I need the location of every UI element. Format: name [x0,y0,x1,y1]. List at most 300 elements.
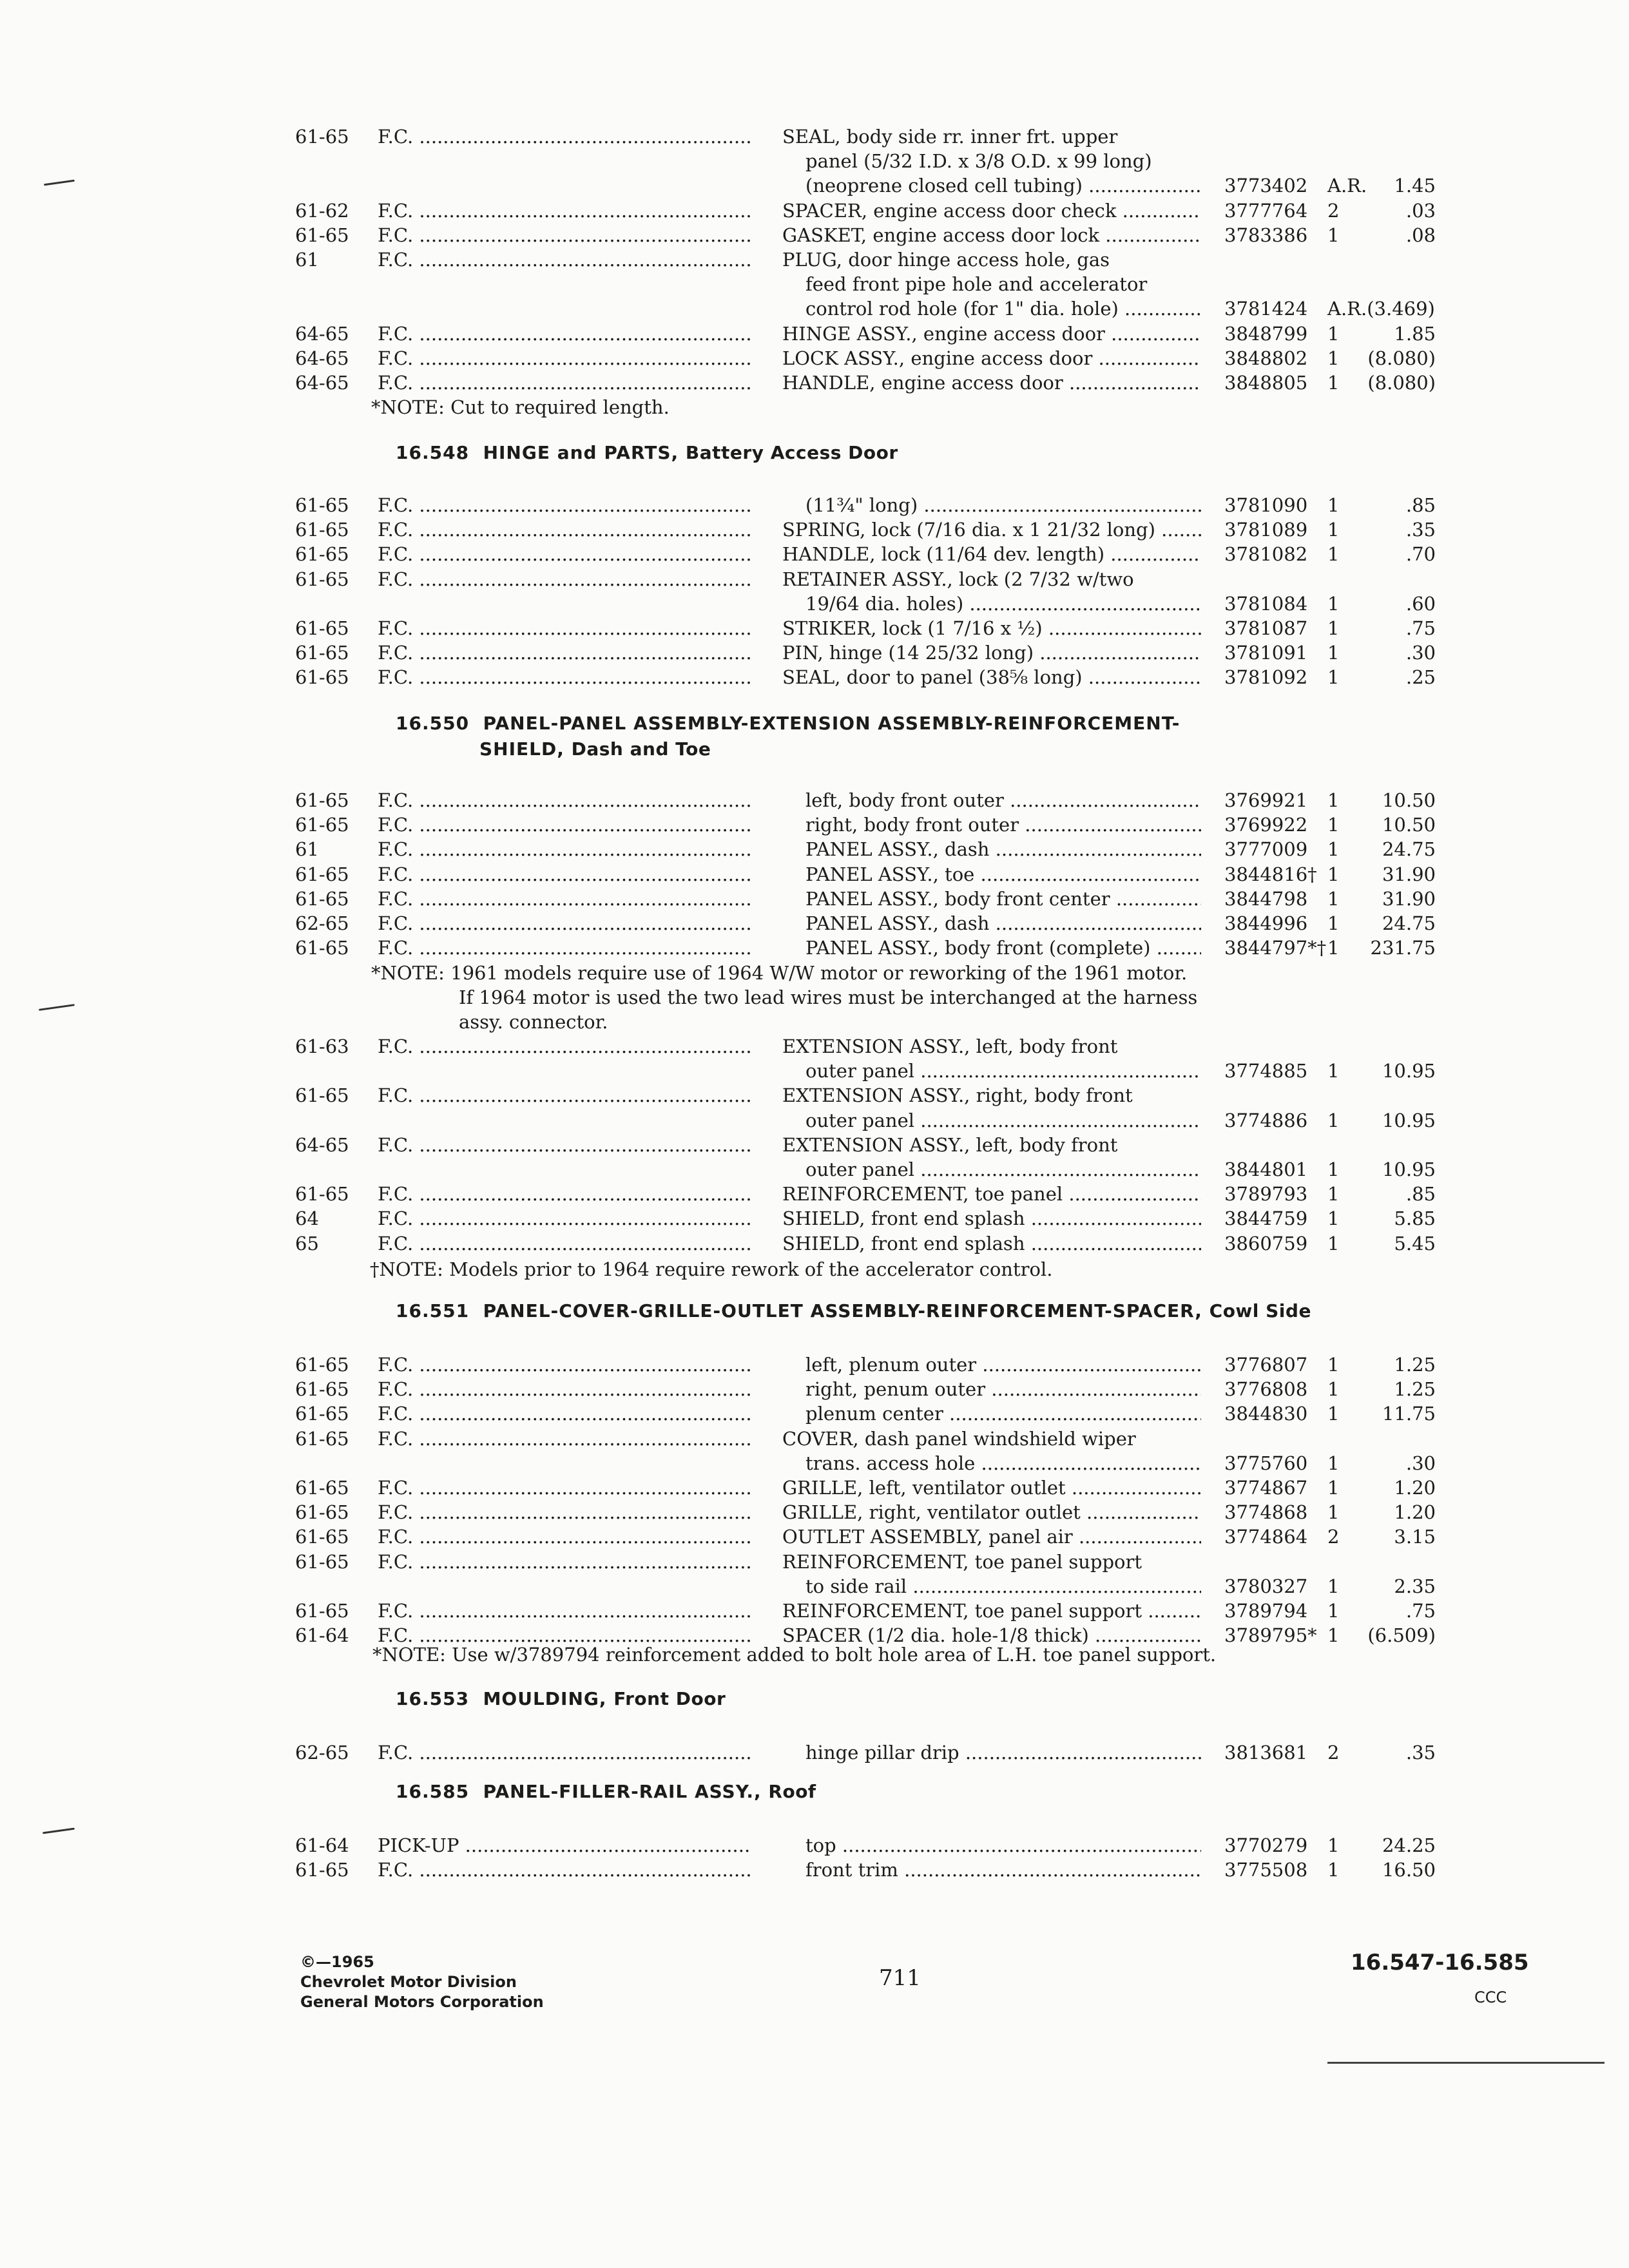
table-row [0,1499,1629,1525]
part-number: 3781424 [1224,298,1308,320]
price: 10.95 [1382,1060,1436,1082]
bottom-rule [1327,2062,1605,2064]
year-range: 64-65 [295,322,349,345]
part-number: 3844816† [1224,863,1317,885]
quantity: 1 [1327,592,1340,615]
table-row [0,247,1629,273]
model: F.C. ..... [378,1231,751,1256]
year-range: 61-65 [295,494,349,516]
price: 2.35 [1394,1575,1436,1597]
part-number: 3774885 [1224,1060,1308,1082]
table-row [0,664,1629,690]
year-range: 61-65 [295,789,349,811]
year-range: 61-62 [295,199,349,222]
part-description: (11¾" long) ..... [805,492,1201,518]
section-header-16-553: 16.553 MOULDING, Front Door [396,1688,726,1709]
year-range: 61-65 [295,1859,349,1881]
table-row [0,1573,1629,1599]
quantity: 1 [1327,814,1340,836]
part-description: SHIELD, front end splash ..... [782,1231,1201,1256]
year-range: 61-65 [295,887,349,910]
table-row [0,812,1629,838]
table-row [0,566,1629,592]
quantity: 1 [1327,322,1340,345]
note: *NOTE: Use w/3789794 reinforcement added to bolt hole area of L.H. toe panel support. [372,1644,1217,1666]
year-range: 61-65 [295,1477,349,1499]
price: .08 [1405,224,1436,246]
section-header-16-548: 16.548 HINGE and PARTS, Battery Access Door [396,442,898,463]
part-number: 3770279 [1224,1834,1308,1856]
price: 16.50 [1382,1859,1436,1881]
part-number: 3777764 [1224,199,1308,222]
table-row [0,517,1629,543]
part-description: SEAL, body side rr. inner frt. upper [782,126,1118,148]
part-number: 3776807 [1224,1354,1308,1376]
price: (8.080) [1367,372,1436,394]
model: F.C. ..... [378,615,751,641]
year-range: 61-65 [295,1084,349,1107]
model: F.C. ..... [378,664,751,690]
model: F.C. ..... [378,1598,751,1624]
table-row [0,124,1629,149]
price: .30 [1405,1452,1436,1474]
price: (8.080) [1367,347,1436,369]
part-description: COVER, dash panel windshield wiper [782,1427,1136,1450]
quantity: 1 [1327,1109,1340,1131]
part-number: 3781089 [1224,519,1308,541]
model: F.C. ..... [378,1524,751,1550]
price: 1.85 [1394,322,1436,345]
table-row [0,1058,1629,1084]
table-row [0,1376,1629,1402]
table-row [0,1108,1629,1133]
price: .75 [1405,1600,1436,1622]
quantity: 1 [1327,1501,1340,1524]
price: 1.20 [1394,1477,1436,1499]
part-description: EXTENSION ASSY., left, body front [782,1035,1118,1057]
division: Chevrolet Motor Division [300,1973,517,1991]
part-description: SEAL, door to panel (38⅝ long) ..... [782,664,1201,690]
quantity: 1 [1327,912,1340,934]
quantity: A.R. [1327,175,1367,197]
part-number: 3774864 [1224,1526,1308,1548]
price: .85 [1405,1183,1436,1206]
part-number: 3769921 [1224,789,1308,811]
part-number: 3781082 [1224,543,1308,566]
part-description: outer panel ..... [805,1058,1201,1084]
year-range: 61-65 [295,642,349,664]
part-description: SPACER (1/2 dia. hole-1/8 thick) ..... [782,1622,1201,1648]
part-description: SPACER, engine access door check ..... [782,198,1201,224]
table-row [0,541,1629,567]
part-description: PIN, hinge (14 25/32 long) ..... [782,640,1201,666]
price: .75 [1405,617,1436,639]
table-row [0,1132,1629,1158]
part-description: HANDLE, lock (11/64 dev. length) ..... [782,541,1201,567]
table-row [0,1598,1629,1624]
part-description: LOCK ASSY., engine access door ..... [782,345,1201,371]
table-row [0,198,1629,224]
part-number: 3789794 [1224,1600,1308,1622]
part-number: 3781087 [1224,617,1308,639]
table-row [0,1082,1629,1108]
price: 5.45 [1394,1232,1436,1254]
price: 231.75 [1370,937,1436,959]
table-row [0,148,1629,174]
table-row [0,1206,1629,1231]
model: F.C. ..... [378,492,751,518]
part-description: outer panel ..... [805,1108,1201,1133]
part-number: 3780327 [1224,1575,1308,1597]
price: 1.45 [1394,175,1436,197]
note: assy. connector. [459,1011,608,1033]
model: F.C. ..... [378,812,751,838]
quantity: A.R.(3.469) [1327,298,1435,320]
part-description: STRIKER, lock (1 7/16 x ½) ..... [782,615,1201,641]
year-range: 61-65 [295,1526,349,1548]
model: F.C. ..... [378,247,751,273]
part-number: 3781092 [1224,666,1308,689]
model: F.C. ..... [378,1549,751,1575]
table-row [0,1401,1629,1427]
price: .25 [1405,666,1436,689]
table-row [0,1832,1629,1858]
note: *NOTE: 1961 models require use of 1964 W/W motor or reworking of the 1961 motor. [371,962,1188,984]
year-range: 61-65 [295,224,349,246]
quantity: 1 [1327,1183,1340,1206]
quantity: 1 [1327,838,1340,861]
year-range: 61 [295,838,319,861]
page-number: 711 [879,1965,921,1991]
year-range: 61-65 [295,1501,349,1524]
year-range: 61-65 [295,814,349,836]
model: F.C. ..... [378,1352,751,1378]
year-range: 61-65 [295,543,349,566]
year-range: 62-65 [295,912,349,934]
part-description: GRILLE, left, ventilator outlet ..... [782,1475,1201,1501]
year-range: 64-65 [295,1133,349,1156]
table-row [0,1426,1629,1452]
year-range: 61-64 [295,1834,349,1856]
part-description: (neoprene closed cell tubing) ..... [805,173,1201,198]
part-description: REINFORCEMENT, toe panel ..... [782,1181,1201,1207]
part-number: 3848799 [1224,322,1308,345]
model: F.C. ..... [378,1181,751,1207]
binder-mark [39,1004,75,1011]
table-row [0,1524,1629,1550]
quantity: 2 [1327,199,1340,222]
quantity: 1 [1327,617,1340,639]
part-description: feed front pipe hole and accelerator [805,273,1148,296]
quantity: 1 [1327,1452,1340,1474]
quantity: 1 [1327,1232,1340,1254]
quantity: 1 [1327,1834,1340,1856]
price: 10.50 [1382,814,1436,836]
part-number: 3848805 [1224,372,1308,394]
price: 1.20 [1394,1501,1436,1524]
catalog-code: CCC [1474,1988,1507,2006]
part-description: right, penum outer ..... [805,1376,1201,1402]
part-number: 3789793 [1224,1183,1308,1206]
year-range: 61-65 [295,519,349,541]
table-row [0,591,1629,617]
year-range: 61-65 [295,1378,349,1401]
part-number: 3775760 [1224,1452,1308,1474]
year-range: 61-65 [295,1550,349,1573]
part-number: 3848802 [1224,347,1308,369]
part-description: left, body front outer ..... [805,787,1201,813]
model: F.C. ..... [378,541,751,567]
part-description: control rod hole (for 1" dia. hole) ..... [805,296,1201,322]
price: .85 [1405,494,1436,516]
table-row [0,1857,1629,1883]
part-description: plenum center ..... [805,1401,1201,1427]
model: F.C. ..... [378,1622,751,1648]
part-description: SHIELD, front end splash ..... [782,1206,1201,1231]
part-description: right, body front outer ..... [805,812,1201,838]
table-row [0,321,1629,347]
part-number: 3774867 [1224,1477,1308,1499]
part-number: 3789795* [1224,1624,1317,1647]
quantity: 1 [1327,666,1340,689]
part-number: 3813681 [1224,1742,1308,1763]
part-description: PANEL ASSY., dash ..... [805,836,1201,862]
table-row [0,1231,1629,1256]
table-row [0,886,1629,912]
price: (6.509) [1367,1624,1436,1647]
quantity: 1 [1327,887,1340,910]
model: F.C. ..... [378,1426,751,1452]
table-row [0,1549,1629,1575]
model: F.C. ..... [378,836,751,862]
note: If 1964 motor is used the two lead wires must be interchanged at the harness [459,986,1198,1008]
price: .30 [1405,642,1436,664]
model: F.C. ..... [378,1033,751,1059]
part-description: GRILLE, right, ventilator outlet ..... [782,1499,1201,1525]
table-row [0,1740,1629,1765]
quantity: 2 [1327,1742,1340,1763]
model: F.C. ..... [378,1475,751,1501]
part-description: REINFORCEMENT, toe panel support ..... [782,1598,1201,1624]
table-row [0,861,1629,887]
part-number: 3781084 [1224,592,1308,615]
year-range: 61-63 [295,1035,349,1057]
table-row [0,1033,1629,1059]
section-range: 16.547-16.585 [1351,1950,1529,1975]
part-description: EXTENSION ASSY., left, body front [782,1133,1118,1156]
model: F.C. ..... [378,198,751,224]
model: F.C. ..... [378,1376,751,1402]
model: F.C. ..... [378,566,751,592]
year-range: 61-65 [295,126,349,148]
quantity: 1 [1327,1624,1340,1647]
model: F.C. ..... [378,222,751,248]
price: .35 [1405,1742,1436,1763]
year-range: 61-65 [295,937,349,959]
year-range: 64-65 [295,372,349,394]
copyright: ©—1965 [300,1953,374,1971]
part-number: 3844801 [1224,1158,1308,1180]
table-row [0,910,1629,936]
part-number: 3781090 [1224,494,1308,516]
quantity: 1 [1327,347,1340,369]
table-row [0,1181,1629,1207]
part-number: 3769922 [1224,814,1308,836]
corporation: General Motors Corporation [300,1993,544,2011]
model: F.C. ..... [378,1206,751,1231]
year-range: 61-65 [295,1354,349,1376]
model: F.C. ..... [378,1499,751,1525]
part-number: 3773402 [1224,175,1308,197]
price: 24.75 [1382,838,1436,861]
quantity: 1 [1327,937,1340,959]
quantity: 1 [1327,1060,1340,1082]
price: 10.95 [1382,1109,1436,1131]
price: .35 [1405,519,1436,541]
year-range: 64 [295,1207,319,1230]
part-description: to side rail ..... [805,1573,1201,1599]
price: .70 [1405,543,1436,566]
year-range: 61 [295,249,319,271]
part-description: RETAINER ASSY., lock (2 7/32 w/two [782,568,1134,590]
part-number: 3844759 [1224,1207,1308,1230]
model: F.C. ..... [378,886,751,912]
table-row [0,935,1629,961]
quantity: 1 [1327,863,1340,885]
part-number: 3844797*† [1224,937,1327,959]
quantity: 1 [1327,789,1340,811]
quantity: 1 [1327,642,1340,664]
table-row [0,271,1629,297]
table-row [0,345,1629,371]
year-range: 65 [295,1232,319,1254]
model: F.C. ..... [378,321,751,347]
note: †NOTE: Models prior to 1964 require rework of the accelerator control. [370,1258,1053,1280]
part-description: SPRING, lock (7/16 dia. x 1 21/32 long) ..... [782,517,1201,543]
quantity: 1 [1327,1378,1340,1401]
table-row [0,1475,1629,1501]
part-description: trans. access hole ..... [805,1450,1201,1476]
section-header-16-550-line2: SHIELD, Dash and Toe [479,738,711,760]
table-row [0,836,1629,862]
model: F.C. ..... [378,1082,751,1108]
year-range: 64-65 [295,347,349,369]
model: F.C. ..... [378,1857,751,1883]
price: 10.95 [1382,1158,1436,1180]
table-row [0,222,1629,248]
part-description: outer panel ..... [805,1157,1201,1182]
part-description: top ..... [805,1832,1201,1858]
model: F.C. ..... [378,1132,751,1158]
part-number: 3774886 [1224,1109,1308,1131]
price: 31.90 [1382,863,1436,885]
part-number: 3860759 [1224,1232,1308,1254]
part-description: PANEL ASSY., body front (complete) ..... [805,935,1201,961]
year-range: 61-65 [295,617,349,639]
model: F.C. ..... [378,124,751,149]
price: 1.25 [1394,1378,1436,1401]
quantity: 1 [1327,224,1340,246]
part-description: 19/64 dia. holes) ..... [805,591,1201,617]
quantity: 1 [1327,1354,1340,1376]
price: 3.15 [1394,1526,1436,1548]
part-description: left, plenum outer ..... [805,1352,1201,1378]
part-description: front trim ..... [805,1857,1201,1883]
price: 11.75 [1382,1403,1436,1425]
table-row [0,615,1629,641]
year-range: 61-65 [295,666,349,689]
part-number: 3783386 [1224,224,1308,246]
year-range: 61-65 [295,1183,349,1206]
price: 10.50 [1382,789,1436,811]
part-description: hinge pillar drip ..... [805,1740,1201,1765]
price: .60 [1405,592,1436,615]
table-row [0,173,1629,198]
model: F.C. ..... [378,640,751,666]
part-description: panel (5/32 I.D. x 3/8 O.D. x 99 long) [805,150,1152,173]
year-range: 62-65 [295,1742,349,1763]
table-row [0,492,1629,518]
model: F.C. ..... [378,370,751,396]
year-range: 61-65 [295,1427,349,1450]
quantity: 1 [1327,1158,1340,1180]
section-header-16-550: 16.550 PANEL-PANEL ASSEMBLY-EXTENSION ASSEMBLY-REINFORCEMENT- [396,713,1181,734]
year-range: 61-65 [295,1403,349,1425]
note: *NOTE: Cut to required length. [371,396,670,418]
quantity: 1 [1327,519,1340,541]
price: 1.25 [1394,1354,1436,1376]
part-description: PLUG, door hinge access hole, gas [782,249,1110,271]
part-number: 3777009 [1224,838,1308,861]
year-range: 61-64 [295,1624,349,1647]
model: F.C. ..... [378,345,751,371]
year-range: 61-65 [295,863,349,885]
part-number: 3844830 [1224,1403,1308,1425]
part-number: 3844996 [1224,912,1308,934]
model: F.C. ..... [378,1401,751,1427]
year-range: 61-65 [295,568,349,590]
part-description: HINGE ASSY., engine access door ..... [782,321,1201,347]
quantity: 1 [1327,1403,1340,1425]
table-row [0,1450,1629,1476]
price: .03 [1405,199,1436,222]
part-number: 3776808 [1224,1378,1308,1401]
part-description: HANDLE, engine access door ..... [782,370,1201,396]
part-number: 3774868 [1224,1501,1308,1524]
part-description: PANEL ASSY., toe ..... [805,861,1201,887]
table-row [0,787,1629,813]
quantity: 1 [1327,1477,1340,1499]
quantity: 1 [1327,1859,1340,1881]
footer-publisher [300,1952,544,2012]
quantity: 2 [1327,1526,1340,1548]
table-row [0,640,1629,666]
section-header-16-551: 16.551 PANEL-COVER-GRILLE-OUTLET ASSEMBLY-REINFORCEMENT-SPACER, Cowl Side [396,1300,1311,1321]
quantity: 1 [1327,1600,1340,1622]
model: F.C. ..... [378,1740,751,1765]
model: F.C. ..... [378,861,751,887]
model: F.C. ..... [378,910,751,936]
part-description: GASKET, engine access door lock ..... [782,222,1201,248]
price: 24.25 [1382,1834,1436,1856]
part-number: 3781091 [1224,642,1308,664]
quantity: 1 [1327,1207,1340,1230]
model: F.C. ..... [378,935,751,961]
quantity: 1 [1327,1575,1340,1597]
price: 24.75 [1382,912,1436,934]
table-row [0,296,1629,322]
price: 31.90 [1382,887,1436,910]
